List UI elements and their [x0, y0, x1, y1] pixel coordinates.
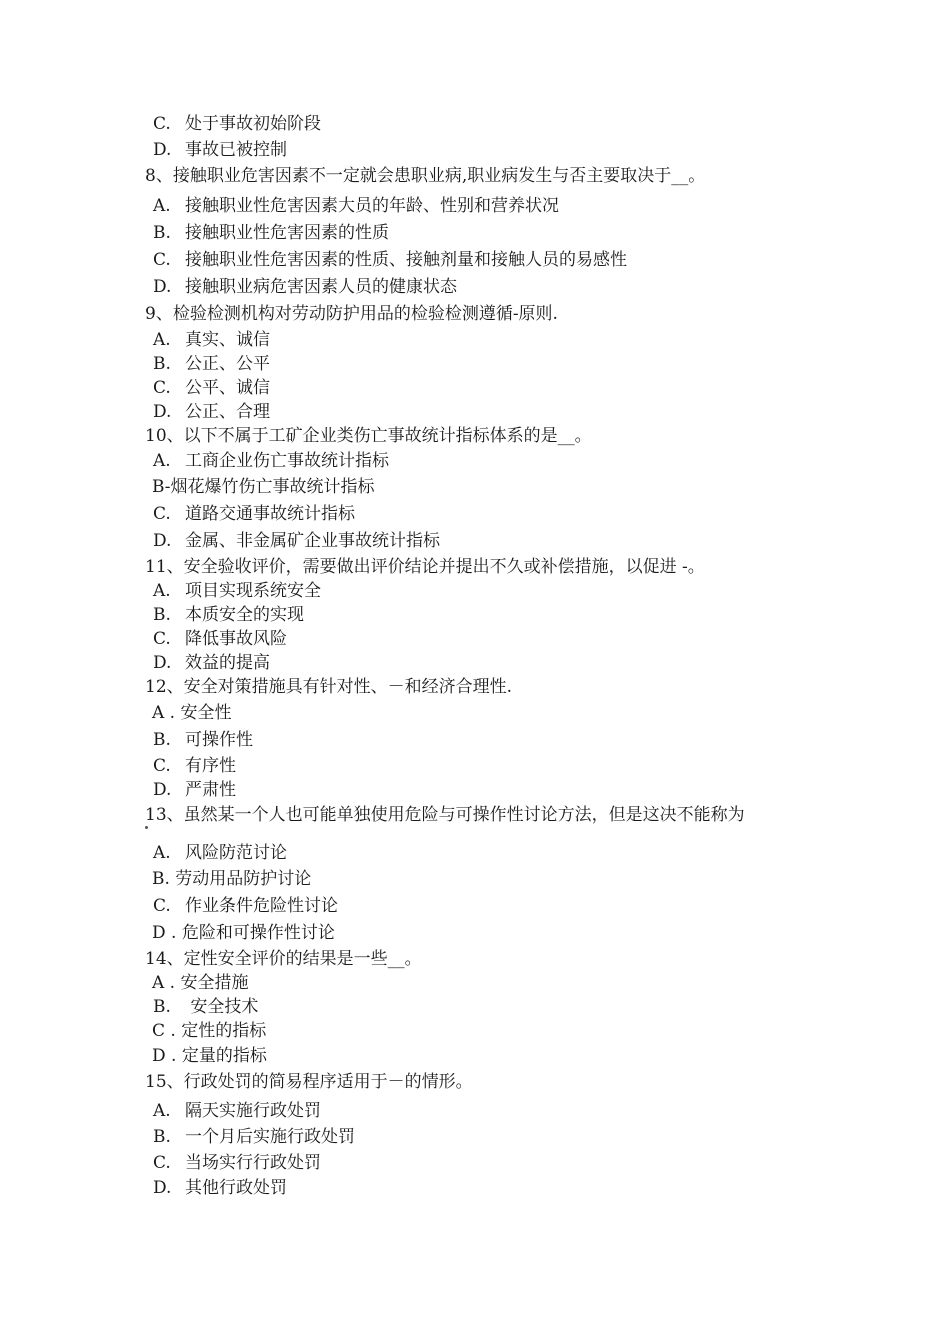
option-letter: A.	[153, 1101, 171, 1121]
option-letter: A.	[153, 843, 171, 863]
option-line	[153, 195, 559, 217]
option-letter: C.	[153, 1153, 171, 1173]
question-line: 15、行政处罚的简易程序适用于－的情形。	[145, 1072, 473, 1092]
option-line	[153, 377, 270, 399]
option-text: 当场实行行政处罚	[185, 1153, 321, 1173]
option-line: D . 定量的指标	[152, 1046, 267, 1066]
option-line	[153, 113, 321, 135]
option-letter: C.	[153, 629, 171, 649]
option-line: A . 安全性	[152, 703, 232, 723]
option-text: 其他行政处罚	[185, 1178, 287, 1198]
option-text: 项目实现系统安全	[185, 581, 321, 601]
option-letter: D.	[153, 1178, 172, 1198]
question-line: 14、定性安全评价的结果是一些__。	[145, 949, 422, 969]
option-line	[153, 503, 355, 525]
option-text: 接触职业性危害因素大员的年龄、性别和营养状况	[185, 196, 559, 216]
option-text: 公正、合理	[185, 402, 270, 422]
option-text: 道路交通事故统计指标	[185, 504, 355, 524]
question-line: 12、安全对策措施具有针对性、－和经济合理性.	[145, 677, 513, 697]
option-line	[153, 755, 236, 777]
option-letter: C.	[153, 378, 171, 398]
option-line	[153, 604, 304, 626]
option-line	[153, 628, 287, 650]
option-line	[153, 580, 321, 602]
option-letter: D.	[153, 402, 172, 422]
option-line	[153, 329, 270, 351]
option-line	[153, 729, 253, 751]
option-line	[153, 530, 440, 552]
option-line	[153, 353, 270, 375]
option-text: 有序性	[185, 756, 236, 776]
option-line	[153, 842, 287, 864]
option-text: 金属、非金属矿企业事故统计指标	[185, 531, 440, 551]
option-letter: B.	[153, 1127, 171, 1147]
option-text: 接触职业病危害因素人员的健康状态	[185, 277, 457, 297]
question-line: 11、安全验收评价，需要做出评价结论并提出不久或补偿措施，以促进 -。	[145, 557, 705, 577]
option-line	[153, 1100, 321, 1122]
option-text: 接触职业性危害因素的性质、接触剂量和接触人员的易感性	[185, 250, 627, 270]
option-line: C . 定性的指标	[152, 1021, 267, 1041]
option-letter: B.	[153, 354, 171, 374]
option-line	[153, 779, 236, 801]
option-letter: B.	[153, 730, 171, 750]
option-text: 风险防范讨论	[185, 843, 287, 863]
option-line: B-烟花爆竹伤亡事故统计指标	[152, 477, 375, 497]
option-text: 公正、公平	[185, 354, 270, 374]
option-letter: D.	[153, 531, 172, 551]
option-line	[153, 249, 627, 271]
option-line	[153, 401, 270, 423]
option-line	[153, 222, 389, 244]
option-text: 接触职业性危害因素的性质	[185, 223, 389, 243]
option-line: D . 危险和可操作性讨论	[152, 923, 335, 943]
question-line: 9、检验检测机构对劳动防护用品的检验检测遵循-原则.	[145, 304, 558, 324]
option-letter: D.	[153, 653, 172, 673]
option-line: A . 安全措施	[152, 973, 249, 993]
option-line: B. 劳动用品防护讨论	[152, 869, 312, 889]
option-letter: C.	[153, 114, 171, 134]
option-letter: A.	[153, 330, 171, 350]
question-line: 13、虽然某一个人也可能单独使用危险与可操作性讨论方法，但是这决不能称为	[145, 805, 745, 825]
option-text: 真实、诚信	[185, 330, 270, 350]
option-letter: D.	[153, 277, 172, 297]
option-letter: C.	[153, 756, 171, 776]
option-text: 降低事故风险	[185, 629, 287, 649]
option-text: 效益的提高	[185, 653, 270, 673]
option-text: 公平、诚信	[185, 378, 270, 398]
option-text: 工商企业伤亡事故统计指标	[185, 451, 389, 471]
stray-mark	[145, 826, 148, 829]
option-line	[153, 450, 389, 472]
question-line: 8、接触职业危害因素不一定就会患职业病,职业病发生与否主要取决于__。	[145, 166, 706, 186]
option-letter: D.	[153, 780, 172, 800]
option-line	[153, 895, 338, 917]
option-text: 本质安全的实现	[185, 605, 304, 625]
option-letter: D.	[153, 140, 172, 160]
option-letter: C.	[153, 250, 171, 270]
option-line	[153, 996, 258, 1018]
option-text: 隔天实施行政处罚	[185, 1101, 321, 1121]
question-line: 10、以下不属于工矿企业类伤亡事故统计指标体系的是__。	[145, 426, 592, 446]
option-text: 处于事故初始阶段	[185, 114, 321, 134]
option-text: 可操作性	[185, 730, 253, 750]
option-letter: A.	[153, 451, 171, 471]
option-letter: B.	[153, 223, 171, 243]
option-text: 严肃性	[185, 780, 236, 800]
option-letter: C.	[153, 504, 171, 524]
option-letter: B.	[153, 997, 171, 1017]
option-letter: C.	[153, 896, 171, 916]
option-line	[153, 1152, 321, 1174]
option-line	[153, 1126, 355, 1148]
option-line	[153, 276, 457, 298]
option-letter: A.	[153, 196, 171, 216]
option-text: 一个月后实施行政处罚	[185, 1127, 355, 1147]
option-letter: A.	[153, 581, 171, 601]
option-letter: B.	[153, 605, 171, 625]
option-text: 安全技术	[185, 997, 259, 1017]
option-line	[153, 139, 287, 161]
option-line	[153, 1177, 287, 1199]
option-line	[153, 652, 270, 674]
option-text: 事故已被控制	[185, 140, 287, 160]
option-text: 作业条件危险性讨论	[185, 896, 338, 916]
